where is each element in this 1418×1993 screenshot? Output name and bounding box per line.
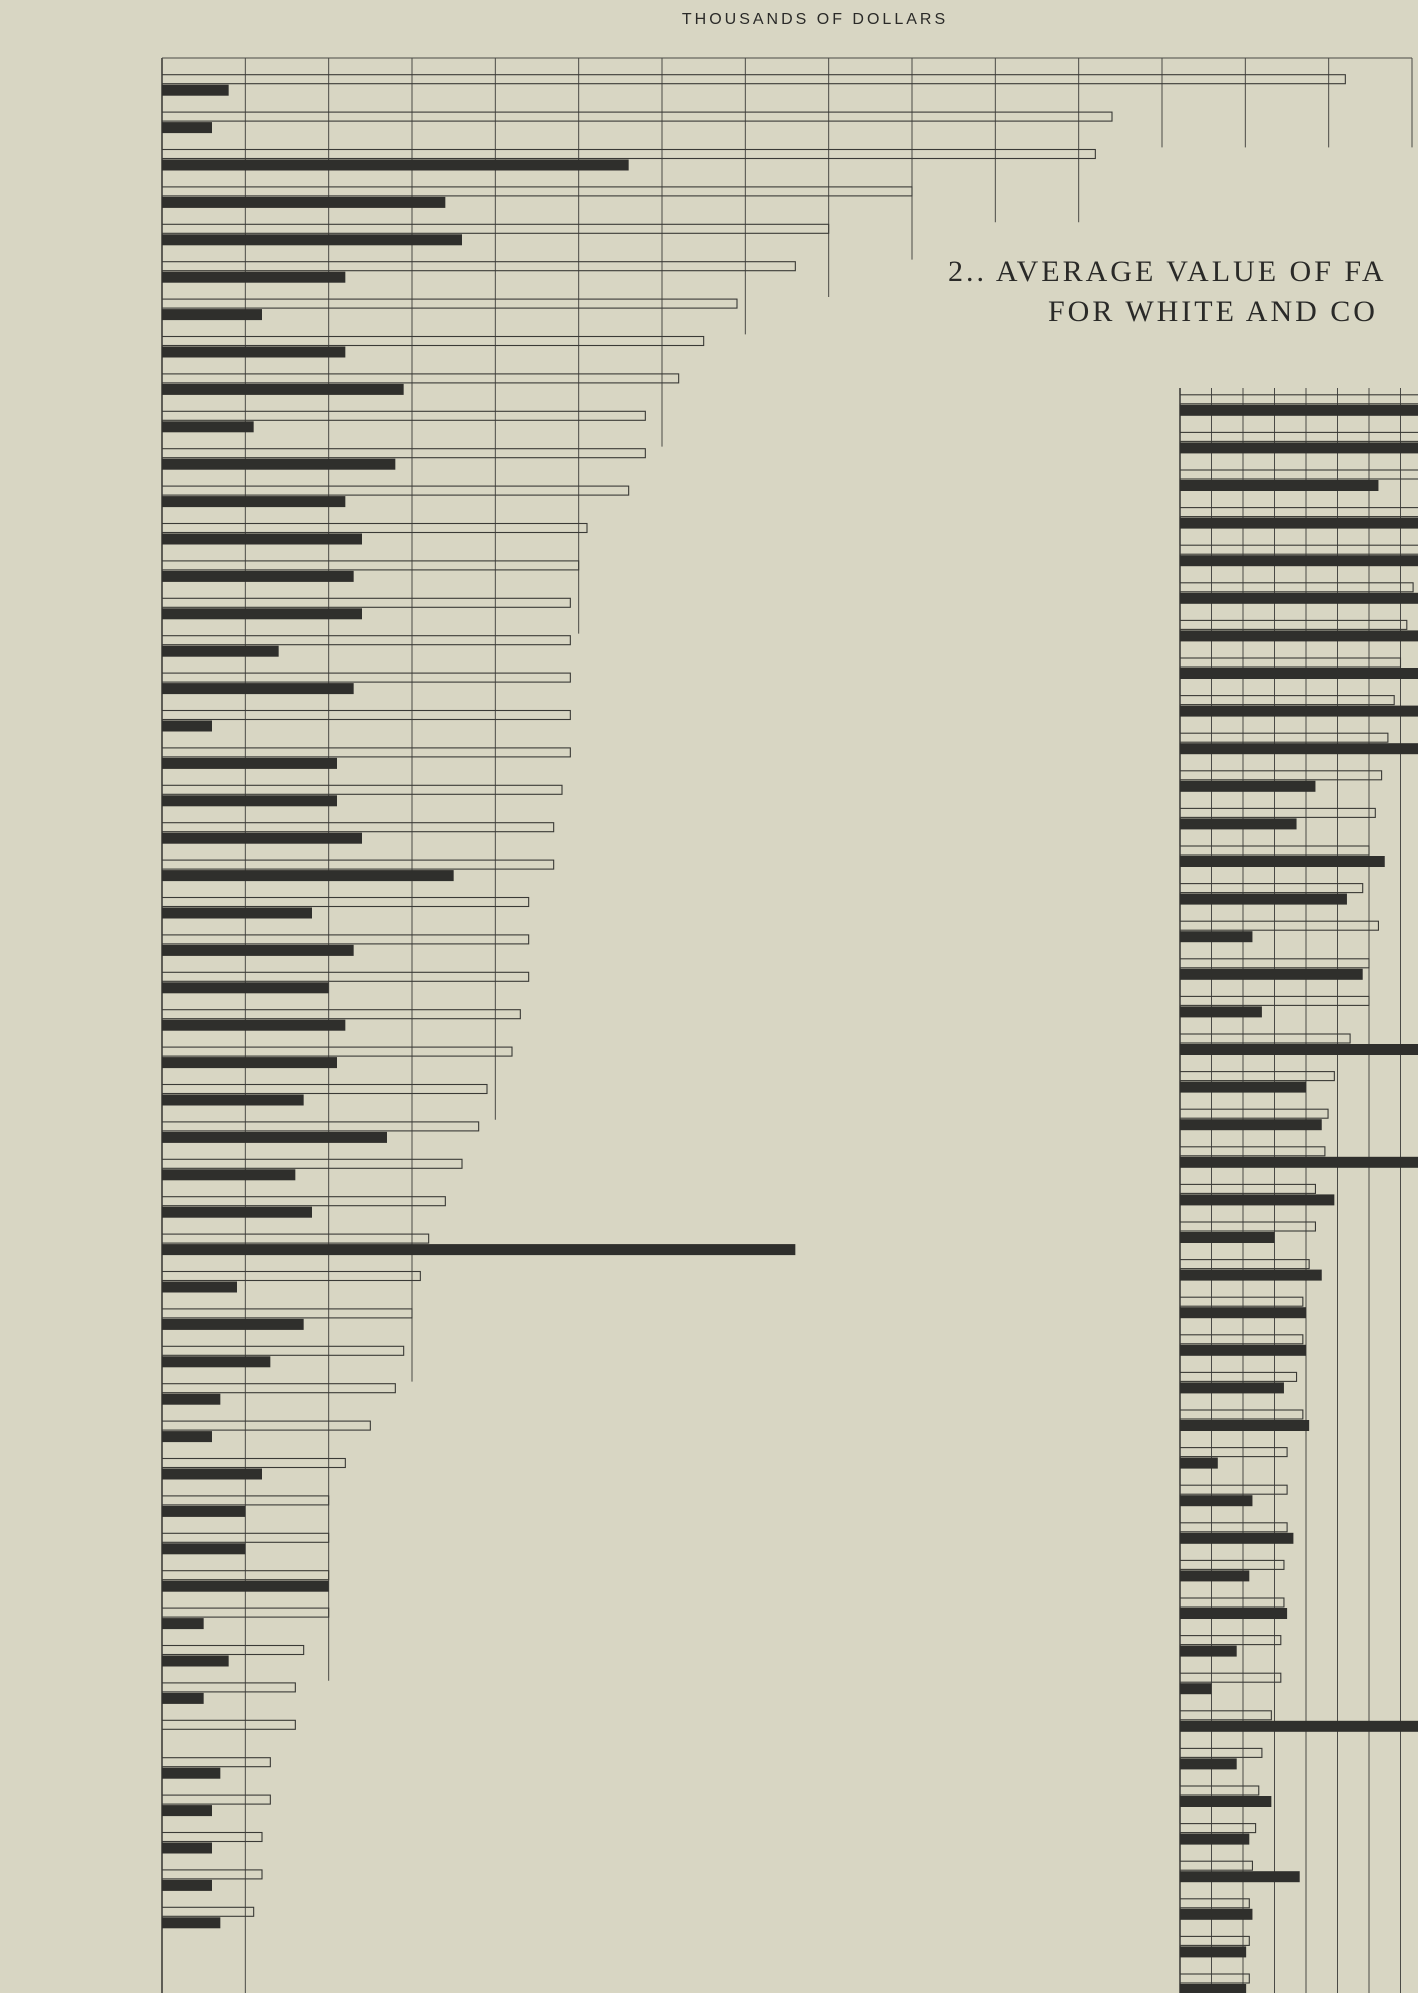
chart1-filled-bar [162, 870, 454, 881]
chart2-outlined-bar [1180, 470, 1418, 479]
chart1-filled-bar [162, 1169, 295, 1180]
chart1-filled-bar [162, 908, 312, 919]
chart2-filled-bar [1180, 1646, 1237, 1657]
chart1-outlined-bar [162, 1309, 412, 1318]
chart1-outlined-bar [162, 411, 645, 420]
chart2-filled-bar [1180, 1871, 1300, 1882]
chart2-outlined-bar [1180, 808, 1375, 817]
chart1-filled-bar [162, 571, 354, 582]
chart1-axis-label: THOUSANDS OF DOLLARS [681, 11, 949, 28]
chart1-outlined-bar [162, 1085, 487, 1094]
chart1-outlined-bar [162, 1047, 512, 1056]
chart2-filled-bar [1180, 1758, 1237, 1769]
chart2-gridlines [1180, 388, 1401, 1993]
chart1-filled-bar [162, 234, 462, 245]
chart1-outlined-bar [162, 561, 579, 570]
chart2-filled-bar [1180, 1495, 1252, 1506]
chart2-outlined-bar [1180, 1748, 1262, 1757]
chart2-outlined-bar [1180, 1410, 1303, 1419]
chart2-filled-bar [1180, 1909, 1252, 1920]
chart1-filled-bar [162, 1805, 212, 1816]
chart1-filled-bar [162, 1057, 337, 1068]
chart1-filled-bar [162, 421, 254, 432]
chart1-bars [162, 75, 1345, 1929]
chart1-outlined-bar [162, 1384, 395, 1393]
chart2-filled-bar [1180, 1082, 1306, 1093]
chart1-outlined-bar [162, 935, 529, 944]
chart1-outlined-bar [162, 374, 679, 383]
chart2-outlined-bar [1180, 1974, 1249, 1983]
chart1-filled-bar [162, 160, 629, 171]
chart1-filled-bar [162, 1917, 220, 1928]
chart1-outlined-bar [162, 449, 645, 458]
chart1-filled-bar [162, 122, 212, 133]
chart2-outlined-bar [1180, 508, 1418, 517]
chart2-filled-bar [1180, 818, 1297, 829]
chart1-filled-bar [162, 1469, 262, 1480]
chart1-filled-bar [162, 683, 354, 694]
chart2-filled-bar [1180, 856, 1385, 867]
chart1-outlined-bar [162, 748, 570, 757]
chart1-filled-bar [162, 1543, 245, 1554]
chart2-filled-bar [1180, 518, 1418, 529]
chart2-outlined-bar [1180, 545, 1418, 554]
chart1-outlined-bar [162, 486, 629, 495]
chart2-outlined-bar [1180, 884, 1363, 893]
chart2-filled-bar [1180, 894, 1347, 905]
chart2-outlined-bar [1180, 1260, 1309, 1269]
chart1-filled-bar [162, 197, 445, 208]
chart2-filled-bar [1180, 1345, 1306, 1356]
chart1-filled-bar [162, 1020, 345, 1031]
chart1-outlined-bar [162, 673, 570, 682]
chart1-filled-bar [162, 945, 354, 956]
chart1-filled-bar [162, 1693, 204, 1704]
chart2-outlined-bar [1180, 1861, 1252, 1870]
chart2-filled-bar [1180, 555, 1418, 566]
chart2-outlined-bar [1180, 1824, 1256, 1833]
chart1-filled-bar [162, 1244, 795, 1255]
chart1-filled-bar [162, 309, 262, 320]
chart2-outlined-bar [1180, 1184, 1315, 1193]
chart2-filled-bar [1180, 405, 1418, 416]
chart1-filled-bar [162, 496, 345, 507]
chart1-outlined-bar [162, 150, 1095, 159]
chart2-filled-bar [1180, 1119, 1322, 1130]
chart2-outlined-bar [1180, 1560, 1284, 1569]
chart2-outlined-bar [1180, 1899, 1249, 1908]
chart2-filled-bar [1180, 668, 1418, 679]
chart1-outlined-bar [162, 1421, 370, 1430]
chart1-filled-bar [162, 608, 362, 619]
chart1-filled-bar [162, 384, 404, 395]
chart1-filled-bar [162, 1618, 204, 1629]
chart1-outlined-bar [162, 1795, 270, 1804]
chart1-outlined-bar [162, 337, 704, 346]
chart2-outlined-bar [1180, 1786, 1259, 1795]
chart2-filled-bar [1180, 1420, 1309, 1431]
chart1-outlined-bar [162, 1870, 262, 1879]
chart2-filled-bar [1180, 442, 1418, 453]
chart2-outlined-bar [1180, 620, 1407, 629]
chart1-outlined-bar [162, 1833, 262, 1842]
chart1-outlined-bar [162, 1346, 404, 1355]
chart2-filled-bar [1180, 1834, 1249, 1845]
chart2-filled-bar [1180, 1570, 1249, 1581]
chart2-filled-bar [1180, 1232, 1275, 1243]
chart1-outlined-bar [162, 1272, 420, 1281]
chart2-filled-bar [1180, 1270, 1322, 1281]
chart1-filled-bar [162, 272, 345, 283]
chart1-filled-bar [162, 1768, 220, 1779]
chart2-outlined-bar [1180, 771, 1382, 780]
chart1-filled-bar [162, 1843, 212, 1854]
chart1-filled-bar [162, 459, 395, 470]
chart1-filled-bar [162, 646, 279, 657]
chart1-filled-bar [162, 1132, 387, 1143]
chart1-outlined-bar [162, 711, 570, 720]
chart1-filled-bar [162, 1656, 229, 1667]
chart2-outlined-bar [1180, 1372, 1297, 1381]
chart2-outlined-bar [1180, 1673, 1281, 1682]
chart2-filled-bar [1180, 1307, 1306, 1318]
chart1-filled-bar [162, 1506, 245, 1517]
chart1-outlined-bar [162, 75, 1345, 84]
chart2-outlined-bar [1180, 1222, 1315, 1231]
chart2-outlined-bar [1180, 583, 1413, 592]
chart2-filled-bar [1180, 1946, 1246, 1957]
chart1-outlined-bar [162, 112, 1112, 121]
chart2-filled-bar [1180, 781, 1315, 792]
chart2-title-line2: FOR WHITE AND CO [1048, 295, 1378, 328]
chart2-title-line1: 2.. AVERAGE VALUE OF FA [948, 255, 1387, 288]
chart2-outlined-bar [1180, 1485, 1287, 1494]
chart2-bars [1180, 395, 1418, 1993]
chart2-outlined-bar [1180, 1523, 1287, 1532]
chart1-outlined-bar [162, 1907, 254, 1916]
chart2-outlined-bar [1180, 1034, 1350, 1043]
chart1-outlined-bar [162, 1010, 520, 1019]
chart1-filled-bar [162, 1282, 237, 1293]
chart1-filled-bar [162, 1319, 304, 1330]
chart2-filled-bar [1180, 931, 1252, 942]
chart2-outlined-bar [1180, 696, 1394, 705]
chart1-outlined-bar [162, 1122, 479, 1131]
chart2-outlined-bar [1180, 1072, 1334, 1081]
chart1-outlined-bar [162, 1159, 462, 1168]
chart1-filled-bar [162, 1880, 212, 1891]
chart2-outlined-bar [1180, 1448, 1287, 1457]
chart2-filled-bar [1180, 1157, 1418, 1168]
chart1-outlined-bar [162, 972, 529, 981]
chart2-filled-bar [1180, 1006, 1262, 1017]
chart1-outlined-bar [162, 1459, 345, 1468]
chart2-outlined-bar [1180, 1636, 1281, 1645]
chart2-filled-bar [1180, 969, 1363, 980]
chart2-filled-bar [1180, 593, 1418, 604]
chart1-filled-bar [162, 1581, 329, 1592]
chart2-filled-bar [1180, 1984, 1246, 1993]
chart1-outlined-bar [162, 187, 912, 196]
chart1-outlined-bar [162, 1683, 295, 1692]
chart1-filled-bar [162, 795, 337, 806]
chart1-outlined-bar [162, 1197, 445, 1206]
chart1-outlined-bar [162, 1234, 429, 1243]
chart2-filled-bar [1180, 1721, 1418, 1732]
chart2-filled-bar [1180, 630, 1418, 641]
chart2-filled-bar [1180, 1194, 1334, 1205]
chart1-outlined-bar [162, 785, 562, 794]
chart1-filled-bar [162, 982, 329, 993]
chart2-outlined-bar [1180, 921, 1378, 930]
chart2-outlined-bar [1180, 1598, 1284, 1607]
chart2-outlined-bar [1180, 432, 1418, 441]
chart1-filled-bar [162, 85, 229, 96]
chart1-filled-bar [162, 833, 362, 844]
chart1-outlined-bar [162, 636, 570, 645]
chart2-filled-bar [1180, 1683, 1212, 1694]
chart2-outlined-bar [1180, 1335, 1303, 1344]
chart2-filled-bar [1180, 1458, 1218, 1469]
chart2-filled-bar [1180, 1044, 1418, 1055]
chart2-outlined-bar [1180, 1147, 1325, 1156]
chart2-outlined-bar [1180, 1711, 1271, 1720]
chart2-outlined-bar [1180, 1936, 1249, 1945]
chart2-filled-bar [1180, 1796, 1271, 1807]
chart1-outlined-bar [162, 1646, 304, 1655]
chart1-outlined-bar [162, 1758, 270, 1767]
chart2-filled-bar [1180, 706, 1418, 717]
chart1-outlined-bar [162, 524, 587, 533]
chart2-filled-bar [1180, 743, 1418, 754]
chart1-outlined-bar [162, 898, 529, 907]
chart1-outlined-bar [162, 598, 570, 607]
chart1-gridlines [162, 58, 1412, 1993]
chart2-filled-bar [1180, 480, 1378, 491]
chart1-filled-bar [162, 1356, 270, 1367]
chart1-filled-bar [162, 721, 212, 732]
chart1-filled-bar [162, 1394, 220, 1405]
chart1-filled-bar [162, 758, 337, 769]
chart2-outlined-bar [1180, 395, 1418, 404]
chart2-outlined-bar [1180, 1297, 1303, 1306]
chart1-filled-bar [162, 347, 345, 358]
chart1-filled-bar [162, 534, 362, 545]
chart2-filled-bar [1180, 1608, 1287, 1619]
chart1-outlined-bar [162, 262, 795, 271]
chart1-filled-bar [162, 1095, 304, 1106]
chart2-filled-bar [1180, 1382, 1284, 1393]
chart1-outlined-bar [162, 1720, 295, 1729]
chart2-filled-bar [1180, 1533, 1293, 1544]
chart2-outlined-bar [1180, 658, 1401, 667]
chart1-filled-bar [162, 1207, 312, 1218]
chart1-filled-bar [162, 1431, 212, 1442]
chart1-outlined-bar [162, 299, 737, 308]
